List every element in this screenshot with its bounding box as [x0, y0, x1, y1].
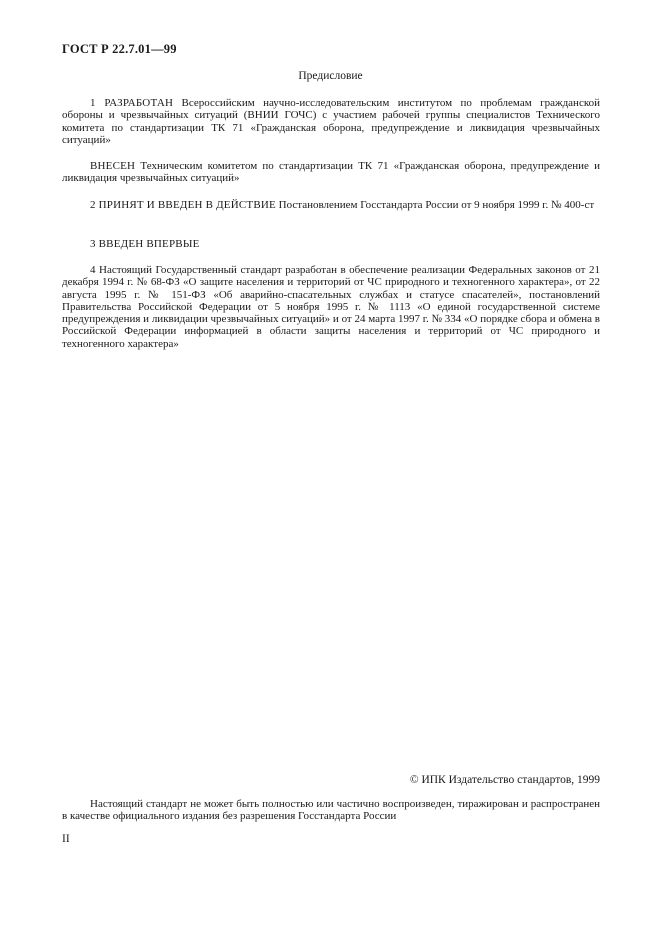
paragraph-adopted: [62, 199, 600, 211]
document-code: ГОСТ Р 22.7.01—99: [62, 42, 177, 56]
notice-text: Настоящий стандарт не может быть полностью или частично воспроизведен, тиражирован и распространен в качестве официального издания без разрешения Госстандарта России: [62, 798, 600, 823]
paragraph-lead: ВНЕСЕН: [90, 160, 136, 172]
paragraph-body: Техническим комитетом по стандартизации ТК 71 «Гражданская оборона, предупреждение и ликвидация чрезвычайных ситуаций»: [62, 160, 600, 185]
paragraph-body: Всероссийским научно-исследовательским институтом по проблемам гражданской обороны и чрезвычайных ситуаций (ВНИИ ГОЧС) с участием рабочей группы специалистов Технического комитета по стандартизации ТК 71 «Гражданская оборона, предупреждение и ликвидация чрезвычайных ситуаций»: [62, 97, 600, 146]
paragraph-submitted: [62, 160, 600, 185]
paragraph-purpose: [62, 264, 600, 350]
paragraph-developed: [62, 97, 600, 146]
paragraph-body: 4 Настоящий Государственный стандарт разработан в обеспечение реализации Федеральных законов от 21 декабря 1994 г. № 68-ФЗ «О защите населения и территорий от ЧС природного и техногенного характера», от 22 августа 1995 г. № 151-ФЗ «Об аварийно-спасательных службах и статусе спасателей», постановлений Правительства Российской Федерации от 5 ноября 1995 г. № 1113 «О единой государственной системе предупреждения и ликвидации чрезвычайных ситуаций» и от 24 марта 1997 г. № 334 «О порядке сбора и обмена в Российской Федерации информацией в области защиты населения и территорий от ЧС природного и техногенного характера»: [62, 264, 600, 350]
page-title: Предисловие: [298, 70, 363, 82]
paragraph-lead: 2 ПРИНЯТ И ВВЕДЕН В ДЕЙСТВИЕ: [90, 199, 276, 211]
reproduction-notice: [62, 798, 600, 823]
paragraph-lead: 1 РАЗРАБОТАН: [90, 97, 174, 109]
paragraph-first-introduced: [62, 238, 600, 250]
page-number: II: [62, 833, 70, 845]
paragraph-lead: 3 ВВЕДЕН ВПЕРВЫЕ: [90, 238, 200, 250]
copyright-line: © ИПК Издательство стандартов, 1999: [409, 774, 600, 786]
paragraph-body: Постановлением Госстандарта России от 9 ноября 1999 г. № 400-ст: [275, 199, 595, 211]
